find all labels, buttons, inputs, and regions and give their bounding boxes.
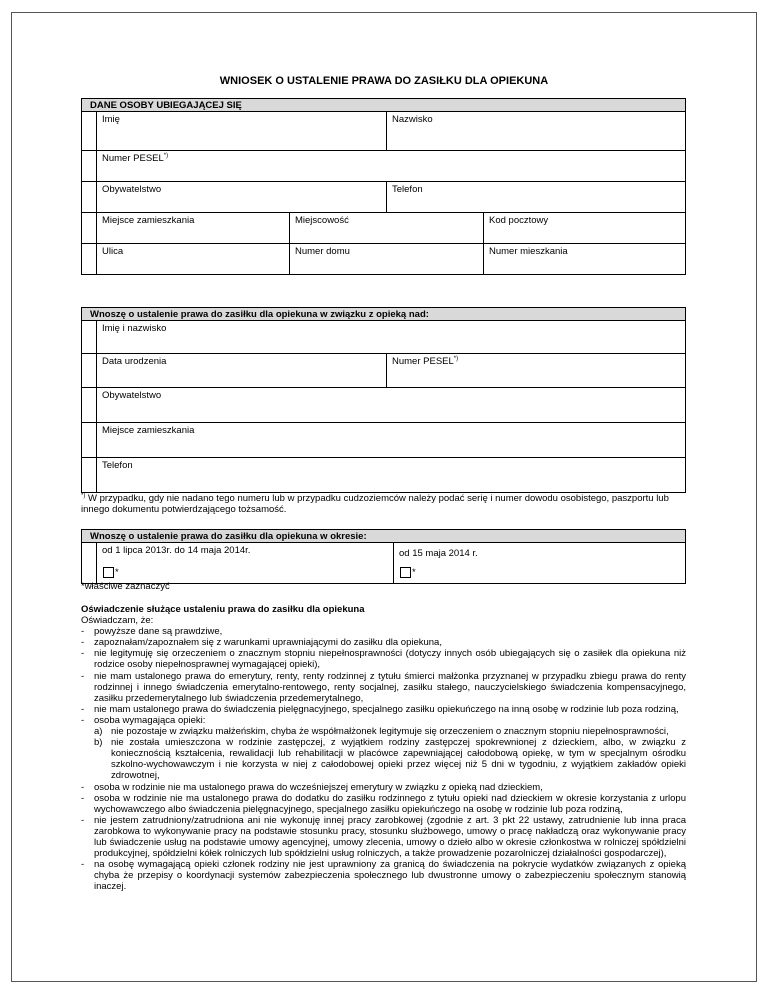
declaration-item-text: nie mam ustalonego prawa do emerytury, renty, renty rodzinnej z tytułu śmierci małżonka przyznanej w przypadku zbiegu prawa do renty rodzinnej i innego świadczenia emerytalno-rentowego, renty socjalnej, zasiłku stałego, nauczycielskiego świadczenia kompensacyjnego, zasiłku przedemerytalnego lub świadczenia przedemerytalnego, xyxy=(94,670,686,704)
citizenship-field[interactable] xyxy=(96,182,386,212)
city-label: Miejscowość xyxy=(295,215,349,226)
declaration-item-text: osoba wymagająca opieki: xyxy=(94,714,206,726)
declaration-item-text: na osobę wymagającą opieki członek rodziny nie jest uprawniony za granicą do świadczenia na pokrycie wydatków związanych z opieką chyba że przepisy o koordynacji systemów zabezpieczenia społecznego lub dwustronne umowy o zabezpieczeniu społecznym stanowią inaczej. xyxy=(94,859,686,893)
last-name-label: Nazwisko xyxy=(392,114,433,125)
declaration-item xyxy=(81,782,686,793)
residence-field[interactable] xyxy=(96,213,289,243)
period-option-2-label: od 15 maja 2014 r. xyxy=(399,548,478,559)
street-label: Ulica xyxy=(102,246,124,257)
period-option-1-checkbox[interactable] xyxy=(103,567,114,578)
declaration-item xyxy=(81,859,686,892)
period-note: *właściwe zaznaczyć xyxy=(81,581,170,592)
care-full-name-field[interactable] xyxy=(96,321,685,353)
period-header: Wnoszę o ustalenie prawa do zasiłku dla opiekuna w okresie: xyxy=(82,530,685,543)
care-residence-label: Miejsce zamieszkania xyxy=(102,425,195,436)
care-full-name-label: Imię i nazwisko xyxy=(102,323,167,334)
subitem-text: nie została umieszczona w rodzinie zastępczej, z wyjątkiem rodziny zastępczej spokrewnionej z dzieckiem, albo, w związku z koniecznością kształcenia, rewalidacji lub rehabilitacji w placówce zapewniającej całodobową opiekę, w tym w specjalnym ośrodku szkolno-wychowawczym i nie korzysta w niej z całodobowej opieki przez więcej niż 5 dni w tygodniu, z wyjątkiem zakładów opieki zdrowotnej, xyxy=(111,737,686,782)
applicant-header: DANE OSOBY UBIEGAJĄCEJ SIĘ xyxy=(82,99,685,112)
care-phone-field[interactable] xyxy=(96,458,685,492)
form-title: WNIOSEK O USTALENIE PRAWA DO ZASIŁKU DLA OPIEKUNA xyxy=(219,75,549,87)
declaration-item xyxy=(81,671,686,704)
pesel-footnote-mark: *) xyxy=(163,153,169,159)
care-birth-date-field[interactable] xyxy=(96,354,386,387)
bullet-dash: - xyxy=(81,670,85,682)
declaration-item xyxy=(81,648,686,670)
declaration-title: Oświadczenie służące ustaleniu prawa do zasiłku dla opiekuna xyxy=(81,604,365,615)
care-pesel-footnote-mark: *) xyxy=(453,356,459,362)
period-option-2 xyxy=(393,543,685,583)
bullet-dash: - xyxy=(81,859,85,871)
period-option-2-checkbox[interactable] xyxy=(400,567,411,578)
subitem-label: b) xyxy=(94,737,103,749)
period-option-1-label: od 1 lipca 2013r. do 14 maja 2014r. xyxy=(102,545,251,556)
care-header: Wnoszę o ustalenie prawa do zasiłku dla opiekuna w związku z opieką nad: xyxy=(82,308,685,321)
bullet-dash: - xyxy=(81,648,85,660)
bullet-dash: - xyxy=(81,814,85,826)
declaration-item xyxy=(81,715,686,726)
city-field[interactable] xyxy=(289,213,483,243)
subitem-text: nie pozostaje w związku małżeńskim, chyba że współmałżonek legitymuje się orzeczeniem o znacznym stopniu niepełnosprawności, xyxy=(111,726,669,738)
declaration-subitem xyxy=(81,726,686,737)
last-name-field[interactable] xyxy=(386,112,685,150)
care-citizenship-label: Obywatelstwo xyxy=(102,390,162,401)
care-phone-label: Telefon xyxy=(102,460,133,471)
street-field[interactable] xyxy=(96,244,289,274)
residence-label: Miejsce zamieszkania xyxy=(102,215,195,226)
period-option-1 xyxy=(96,543,393,583)
declaration-item-text: zapoznałam/zapoznałem się z warunkami uprawniającymi do zasiłku dla opiekuna, xyxy=(94,637,442,649)
first-name-label: Imię xyxy=(102,114,120,125)
period-option-2-star: * xyxy=(412,567,416,579)
apartment-no-label: Numer mieszkania xyxy=(489,246,568,257)
declaration-item-text: nie legitymuję się orzeczeniem o znacznym stopniu niepełnosprawności (dotyczy innych osób ubiegających się o zasiłek dla opiekuna niż rodzice osoby niepełnosprawnej wymagającej opieki), xyxy=(94,648,686,671)
bullet-dash: - xyxy=(81,792,85,804)
declaration-item xyxy=(81,704,686,715)
postal-code-label: Kod pocztowy xyxy=(489,215,549,226)
declaration-item xyxy=(81,793,686,815)
bullet-dash: - xyxy=(81,626,85,638)
declaration-subitem xyxy=(81,737,686,781)
bullet-dash: - xyxy=(81,703,85,715)
house-no-field[interactable] xyxy=(289,244,483,274)
declaration-item xyxy=(81,626,686,637)
declaration-item xyxy=(81,637,686,648)
phone-field[interactable] xyxy=(386,182,685,212)
declaration xyxy=(81,604,686,892)
care-pesel-field[interactable] xyxy=(386,354,685,387)
first-name-field[interactable] xyxy=(96,112,386,150)
period-option-1-star: * xyxy=(115,567,119,579)
house-no-label: Numer domu xyxy=(295,246,350,257)
footnote-mark: *) xyxy=(81,493,86,499)
pesel-label: Numer PESEL xyxy=(102,153,164,165)
bullet-dash: - xyxy=(81,781,85,793)
postal-code-field[interactable] xyxy=(483,213,685,243)
declaration-item-text: nie jestem zatrudniony/zatrudniona ani nie wykonuję innej pracy zarobkowej (zgodnie z art. 3 pkt 22 ustawy, zatrudnienie lub inna praca zarobkowa to wykonywanie pracy na podstawie stosunku pracy, stosunku służbowego, umowy o pracę nakładczą oraz wykonywanie pracy lub świadczenie usług na podstawie umowy agencyjnej, umowy zlecenia, umowy o dzieło albo w okresie członkostwa w rolniczej spółdzielni produkcyjnej, spółdzielni kółek rolniczych lub spółdzielni usług rolniczych, a także prowadzenie pozarolniczej działalności gospodarczej), xyxy=(94,814,686,860)
declaration-item-text: osoba w rodzinie nie ma ustalonego prawa do wcześniejszej emerytury w związku z opieką nad dzieckiem, xyxy=(94,781,543,793)
bullet-dash: - xyxy=(81,637,85,649)
footnote xyxy=(81,491,686,515)
citizenship-label: Obywatelstwo xyxy=(102,184,162,195)
apartment-no-field[interactable] xyxy=(483,244,685,274)
care-citizenship-field[interactable] xyxy=(96,388,685,422)
care-residence-field[interactable] xyxy=(96,423,685,457)
care-section xyxy=(81,307,686,493)
subitem-label: a) xyxy=(94,726,103,738)
declaration-intro: Oświadczam, że: xyxy=(81,615,154,627)
declaration-item-text: osoba w rodzinie nie ma ustalonego prawa do dodatku do zasiłku rodzinnego z tytułu opieki nad dzieckiem w okresie korzystania z urlopu wychowawczego albo świadczenia pielęgnacyjnego, specjalnego zasiłku opiekuńczego na osobę w rodzinie lub poza rodziną, xyxy=(94,792,686,815)
bullet-dash: - xyxy=(81,714,85,726)
declaration-item xyxy=(81,815,686,859)
declaration-item-text: nie mam ustalonego prawa do świadczenia pielęgnacyjnego, specjalnego zasiłku opiekuńczego na inną osobę w rodzinie lub poza rodziną, xyxy=(94,703,679,715)
phone-label: Telefon xyxy=(392,184,423,195)
applicant-section xyxy=(81,98,686,275)
declaration-item-text: powyższe dane są prawdziwe, xyxy=(94,626,223,638)
period-section xyxy=(81,529,686,584)
care-birth-date-label: Data urodzenia xyxy=(102,356,167,367)
care-pesel-label: Numer PESEL xyxy=(392,356,454,368)
pesel-field[interactable] xyxy=(96,151,685,181)
footnote-text: W przypadku, gdy nie nadano tego numeru lub w przypadku cudzoziemców należy podać serię i numer dowodu osobistego, paszportu lub innego dokumentu potwierdzającego tożsamość. xyxy=(81,493,669,516)
